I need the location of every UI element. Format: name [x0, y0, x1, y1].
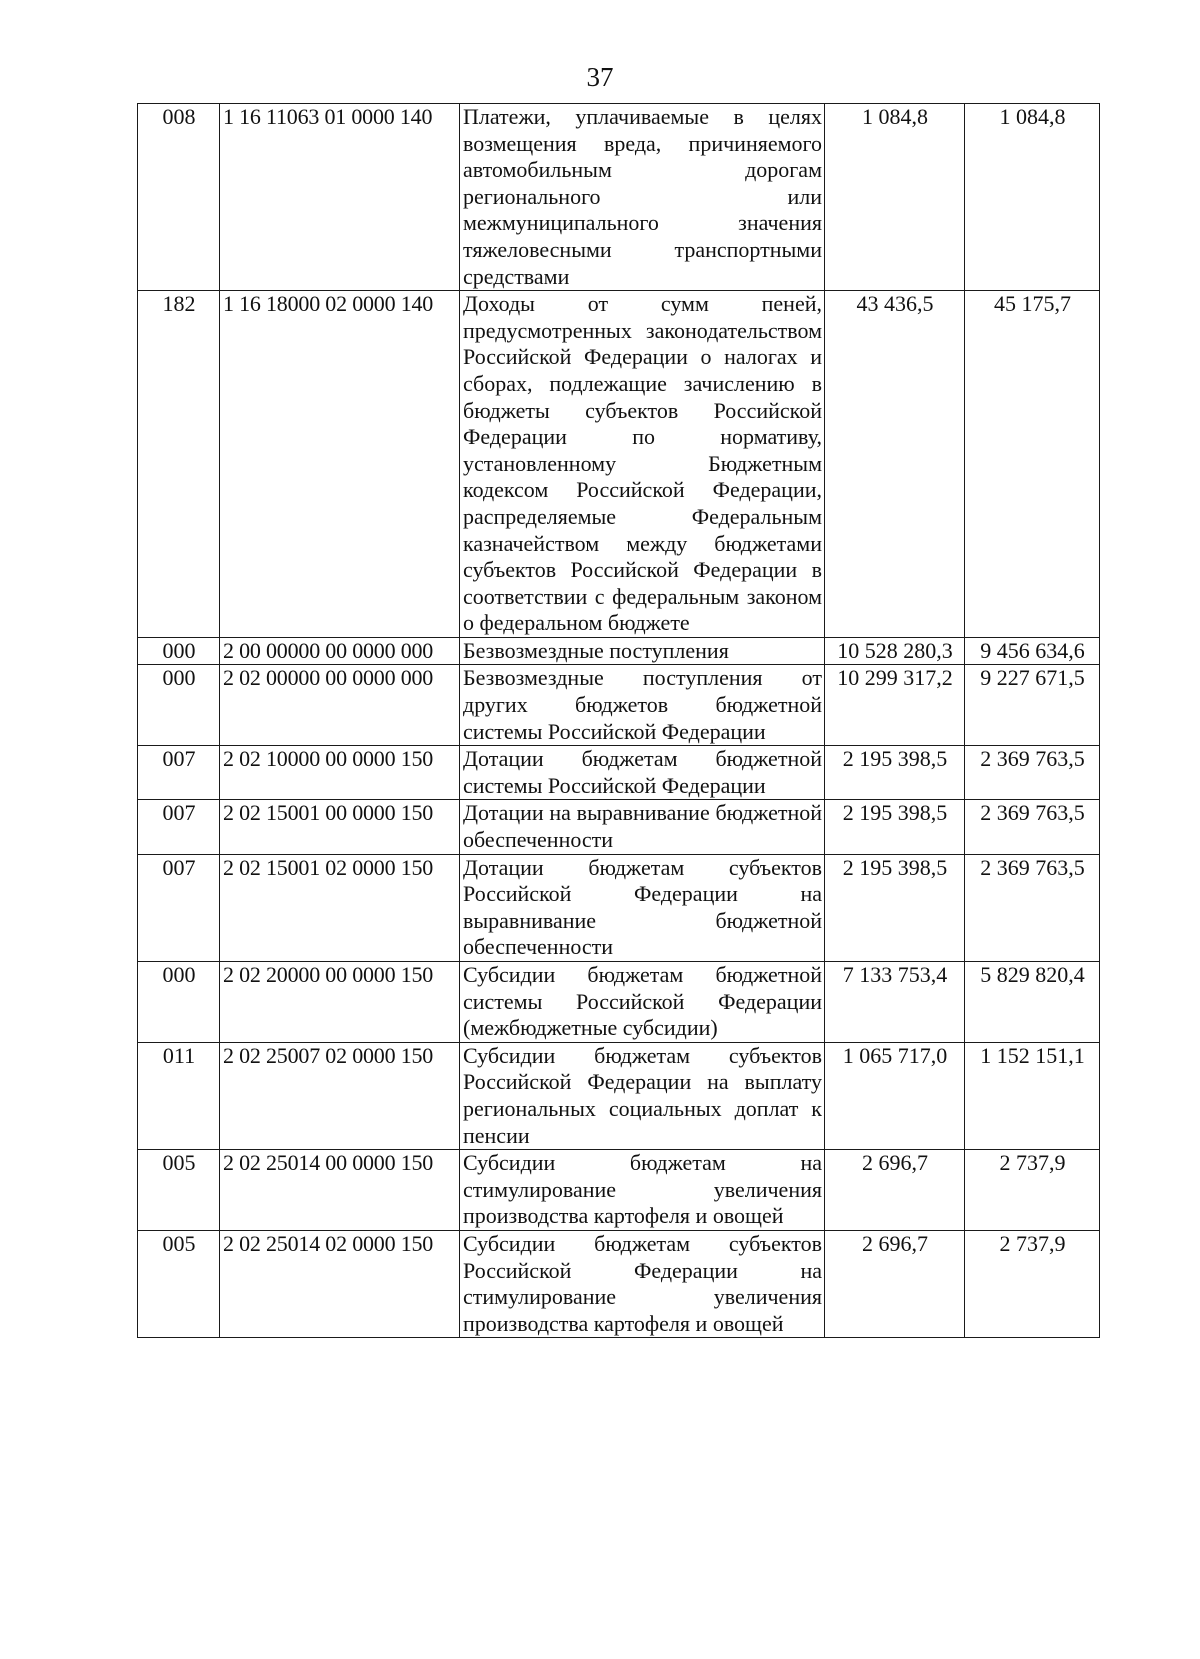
amount-year2-cell: 1 084,8: [965, 104, 1100, 291]
revenue-name-cell: Дотации бюджетам бюджетной системы Российской Федерации: [460, 746, 825, 800]
amount-year1-cell: 2 696,7: [825, 1230, 965, 1337]
table-row: [138, 1150, 1100, 1231]
revenue-name-cell: Дотации на выравнивание бюджетной обеспеченности: [460, 800, 825, 854]
admin-code-cell: 007: [138, 854, 220, 961]
admin-code-cell: 000: [138, 637, 220, 665]
amount-year2-cell: 9 456 634,6: [965, 637, 1100, 665]
table-row: [138, 854, 1100, 961]
admin-code-cell: 007: [138, 746, 220, 800]
table-row: [138, 1042, 1100, 1149]
budget-code-cell: 2 02 25014 00 0000 150: [220, 1150, 460, 1231]
amount-year2-cell: 2 369 763,5: [965, 800, 1100, 854]
table-row: [138, 1230, 1100, 1337]
revenue-name-cell: Субсидии бюджетам субъектов Российской Федерации на стимулирование увеличения производства картофеля и овощей: [460, 1230, 825, 1337]
budget-code-cell: 2 02 10000 00 0000 150: [220, 746, 460, 800]
amount-year2-cell: 2 737,9: [965, 1150, 1100, 1231]
revenue-name-cell: Платежи, уплачиваемые в целях возмещения вреда, причиняемого автомобильным дорогам регионального или межмуниципального значения тяжеловесными транспортными средствами: [460, 104, 825, 291]
budget-code-cell: 2 02 15001 00 0000 150: [220, 800, 460, 854]
budget-code-cell: 2 02 00000 00 0000 000: [220, 665, 460, 746]
table-row: [138, 800, 1100, 854]
amount-year2-cell: 2 737,9: [965, 1230, 1100, 1337]
budget-code-cell: 1 16 18000 02 0000 140: [220, 291, 460, 638]
admin-code-cell: 182: [138, 291, 220, 638]
amount-year2-cell: 5 829 820,4: [965, 962, 1100, 1043]
amount-year2-cell: 9 227 671,5: [965, 665, 1100, 746]
amount-year1-cell: 2 195 398,5: [825, 854, 965, 961]
budget-code-cell: 2 02 15001 02 0000 150: [220, 854, 460, 961]
revenue-name-cell: Субсидии бюджетам субъектов Российской Федерации на выплату региональных социальных доплат к пенсии: [460, 1042, 825, 1149]
amount-year1-cell: 7 133 753,4: [825, 962, 965, 1043]
amount-year2-cell: 1 152 151,1: [965, 1042, 1100, 1149]
amount-year1-cell: 1 084,8: [825, 104, 965, 291]
budget-code-cell: 2 02 25014 02 0000 150: [220, 1230, 460, 1337]
budget-code-cell: 1 16 11063 01 0000 140: [220, 104, 460, 291]
amount-year1-cell: 10 299 317,2: [825, 665, 965, 746]
budget-code-cell: 2 00 00000 00 0000 000: [220, 637, 460, 665]
table-row: [138, 665, 1100, 746]
admin-code-cell: 011: [138, 1042, 220, 1149]
revenue-name-cell: Безвозмездные поступления от других бюджетов бюджетной системы Российской Федерации: [460, 665, 825, 746]
revenue-name-cell: Субсидии бюджетам бюджетной системы Российской Федерации (межбюджетные субсидии): [460, 962, 825, 1043]
budget-code-cell: 2 02 20000 00 0000 150: [220, 962, 460, 1043]
table-row: [138, 291, 1100, 638]
amount-year1-cell: 10 528 280,3: [825, 637, 965, 665]
admin-code-cell: 005: [138, 1150, 220, 1231]
amount-year1-cell: 2 696,7: [825, 1150, 965, 1231]
admin-code-cell: 005: [138, 1230, 220, 1337]
amount-year2-cell: 2 369 763,5: [965, 746, 1100, 800]
table-row: [138, 637, 1100, 665]
amount-year2-cell: 2 369 763,5: [965, 854, 1100, 961]
admin-code-cell: 000: [138, 665, 220, 746]
revenue-name-cell: Доходы от сумм пеней, предусмотренных законодательством Российской Федерации о налогах и сборах, подлежащие зачислению в бюджеты субъектов Российской Федерации по нормативу, установленному Бюджетным кодексом Российской Федерации, распределяемые Федеральным казначейством между бюджетами субъектов Российской Федерации в соответствии с федеральным законом о федеральном бюджете: [460, 291, 825, 638]
page-number: 37: [586, 62, 614, 92]
revenue-name-cell: Субсидии бюджетам на стимулирование увеличения производства картофеля и овощей: [460, 1150, 825, 1231]
budget-revenue-table: [137, 103, 1100, 1338]
amount-year1-cell: 2 195 398,5: [825, 746, 965, 800]
revenue-name-cell: Безвозмездные поступления: [460, 637, 825, 665]
amount-year2-cell: 45 175,7: [965, 291, 1100, 638]
table-row: [138, 962, 1100, 1043]
revenue-name-cell: Дотации бюджетам субъектов Российской Федерации на выравнивание бюджетной обеспеченности: [460, 854, 825, 961]
budget-code-cell: 2 02 25007 02 0000 150: [220, 1042, 460, 1149]
amount-year1-cell: 2 195 398,5: [825, 800, 965, 854]
amount-year1-cell: 43 436,5: [825, 291, 965, 638]
admin-code-cell: 000: [138, 962, 220, 1043]
table-row: [138, 746, 1100, 800]
amount-year1-cell: 1 065 717,0: [825, 1042, 965, 1149]
admin-code-cell: 007: [138, 800, 220, 854]
admin-code-cell: 008: [138, 104, 220, 291]
table-row: [138, 104, 1100, 291]
